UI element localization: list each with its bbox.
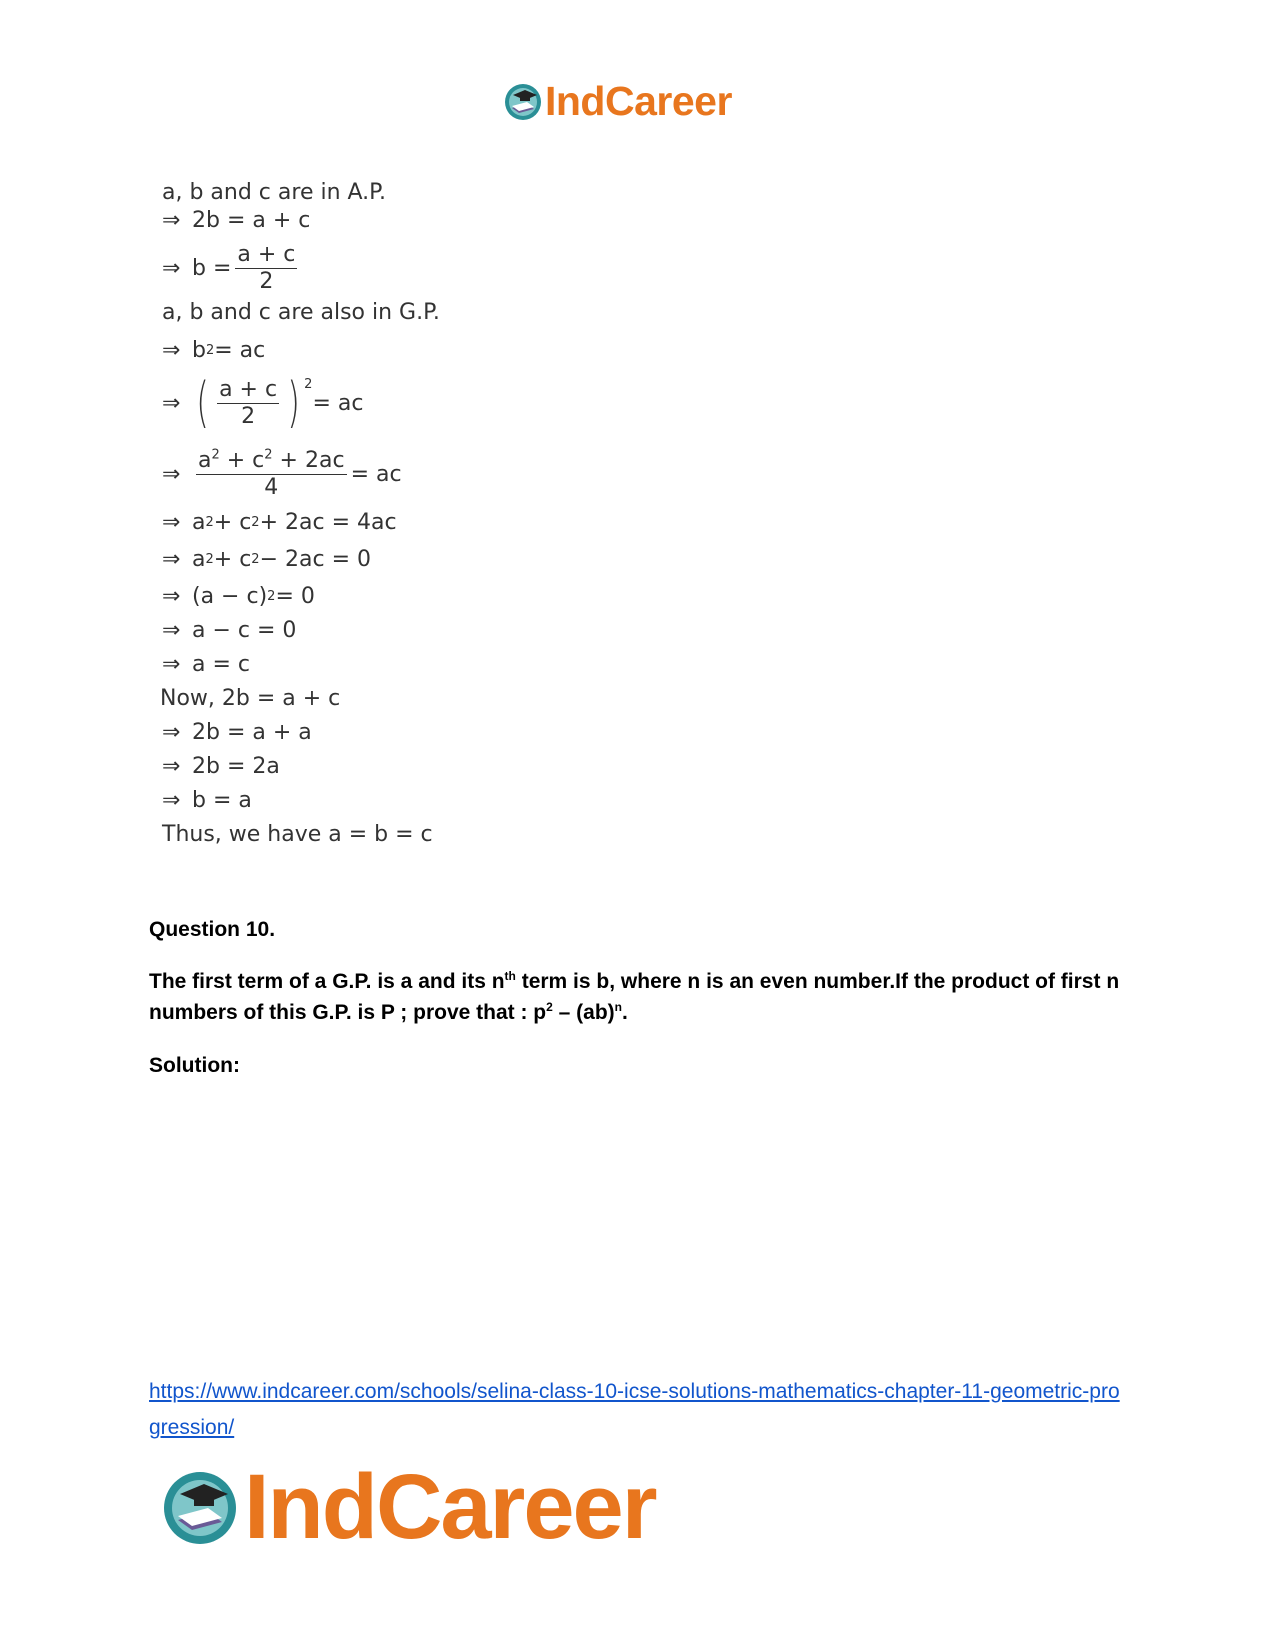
math-text: + c (213, 510, 252, 535)
math-text: a (192, 547, 206, 572)
math-line (162, 448, 402, 501)
fraction-numerator (196, 448, 347, 475)
math-text: Now, 2b = a + c (160, 686, 341, 711)
math-text: a, b and c are in A.P. (162, 180, 387, 205)
math-line: ⇒ (a − c) 2 = 0 (162, 584, 315, 609)
fraction (235, 242, 297, 295)
math-line (162, 180, 386, 205)
implies-symbol: ⇒ (162, 720, 181, 745)
fraction-numerator: a + c (237, 242, 296, 267)
math-line (162, 300, 440, 325)
superscript: th (504, 969, 516, 983)
math-text: = ac (214, 338, 266, 363)
math-text: + 2ac = 4ac (259, 510, 397, 535)
math-text: 2b = 2a (192, 754, 280, 779)
math-text: − 2ac = 0 (259, 547, 371, 572)
question-text: The first term of a G.P. is a and its n (149, 970, 505, 993)
math-text: + c (219, 448, 265, 473)
fraction-numerator: a + c (219, 376, 278, 402)
implies-symbol: ⇒ (162, 510, 181, 535)
math-text: 2b = a + a (192, 720, 312, 745)
math-line (162, 754, 280, 779)
fraction-denominator: 4 (264, 475, 279, 500)
header-logo (503, 78, 732, 125)
question-text: term is b, where n is an even number.If the product of first n numbers of this G.P. is P ; prove that : p (149, 970, 1120, 1024)
math-text: a (192, 510, 206, 535)
math-text: b = (192, 256, 232, 281)
math-text: = 0 (275, 584, 315, 609)
fraction-denominator: 2 (259, 269, 274, 294)
math-line (162, 720, 312, 745)
math-text: a (198, 448, 212, 473)
math-line: ⇒ a 2 + c 2 + 2ac = 4ac (162, 510, 397, 535)
math-line: ⇒ ( $\frac{a + c}{2}$ ) $^2$ = ac (162, 371, 364, 434)
question-text: . (622, 1001, 628, 1024)
solution-label: Solution: (149, 1054, 240, 1077)
logo-wordmark: IndCareer (545, 78, 732, 124)
math-text: b = a (192, 788, 252, 813)
math-text: 2b = a + c (192, 208, 311, 233)
implies-symbol: ⇒ (162, 462, 181, 487)
implies-symbol: ⇒ (162, 754, 181, 779)
implies-symbol: ⇒ (162, 338, 181, 363)
implies-symbol: ⇒ (162, 256, 181, 281)
math-text: (a − c) (192, 584, 268, 609)
math-text: = ac (350, 462, 402, 487)
implies-symbol: ⇒ (162, 788, 181, 813)
implies-symbol: ⇒ (162, 390, 181, 416)
left-paren: ( (196, 371, 209, 434)
implies-symbol: ⇒ (162, 208, 181, 233)
math-text: Thus, we have a = b = c (162, 822, 433, 847)
math-text: = ac (312, 390, 364, 416)
math-line (162, 822, 433, 847)
math-line (160, 686, 340, 711)
footer-logo (160, 1455, 656, 1560)
implies-symbol: ⇒ (162, 584, 181, 609)
math-line (162, 208, 310, 233)
fraction-denominator: 2 (241, 403, 256, 429)
implies-symbol: ⇒ (162, 547, 181, 572)
question-text: – (ab) (552, 1001, 615, 1024)
math-line: ⇒ b 2 = ac (162, 338, 266, 363)
source-link[interactable]: https://www.indcareer.com/schools/selina-class-10-icse-solutions-mathematics-chapter-11-geometric-progression/ (149, 1380, 1120, 1439)
implies-symbol: ⇒ (162, 652, 181, 677)
superscript: n (614, 1000, 622, 1014)
math-text: + c (213, 547, 252, 572)
fraction (217, 377, 279, 430)
fraction (196, 448, 347, 501)
math-line (162, 652, 250, 677)
math-line: ⇒ a 2 + c 2 − 2ac = 0 (162, 547, 371, 572)
implies-symbol: ⇒ (162, 618, 181, 643)
math-text: a, b and c are also in G.P. (162, 300, 440, 325)
exponent: 2 (264, 447, 273, 463)
math-line (162, 618, 296, 643)
logo-wordmark: IndCareer (244, 1456, 656, 1558)
superscript: 2 (546, 1000, 553, 1014)
exponent: 2 (211, 447, 220, 463)
math-text: a = c (192, 652, 250, 677)
math-text: a − c = 0 (192, 618, 297, 643)
right-paren: ) (287, 371, 300, 434)
question-body (149, 966, 1129, 1028)
math-text: b (192, 338, 206, 363)
math-text: + 2ac (272, 448, 345, 473)
graduation-cap-book-globe-icon (503, 82, 543, 122)
graduation-cap-book-globe-icon (160, 1468, 240, 1548)
question-title: Question 10. (149, 918, 276, 941)
math-line (162, 242, 301, 295)
math-line (162, 788, 252, 813)
